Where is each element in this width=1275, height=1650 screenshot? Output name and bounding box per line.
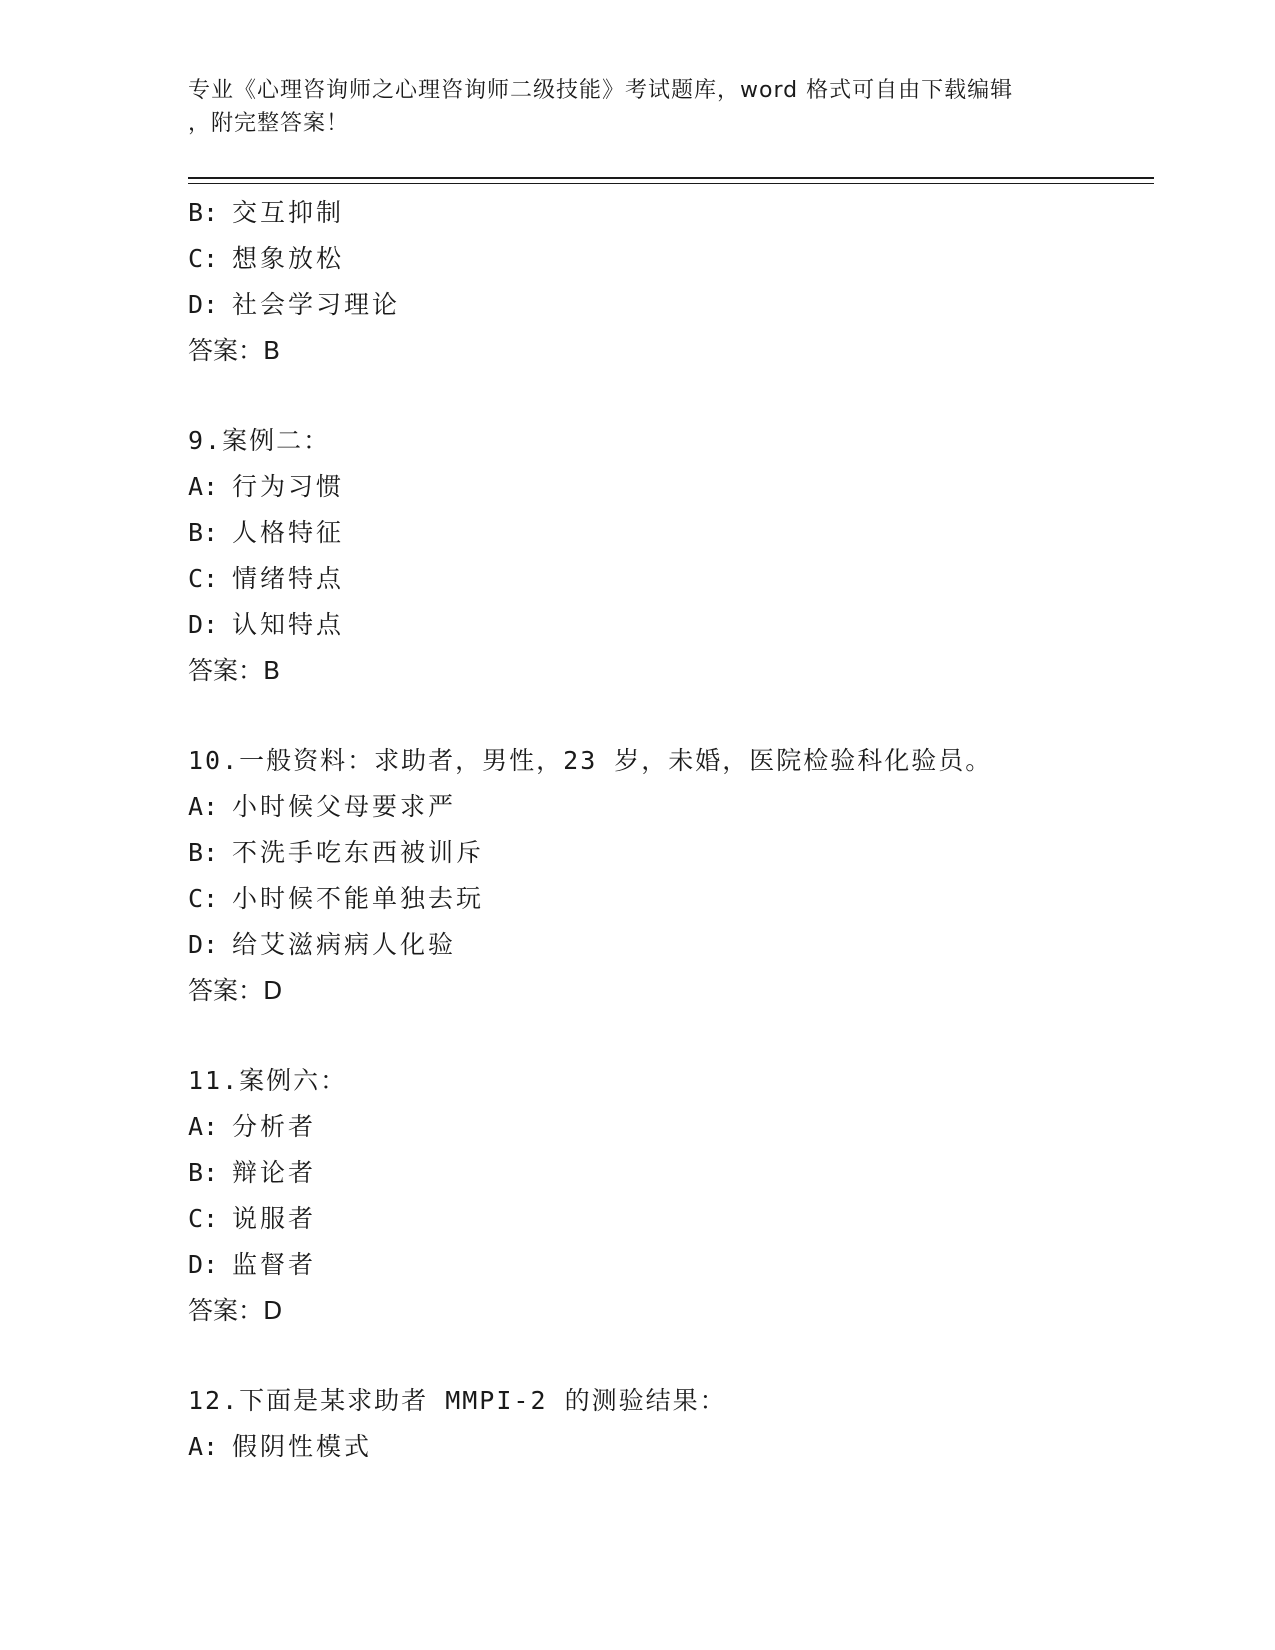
option-text: 认知特点: [232, 610, 345, 639]
option-c: [188, 556, 1148, 602]
question-block: [188, 418, 1148, 694]
option-d: [188, 1242, 1148, 1288]
option-prefix: A:: [188, 472, 219, 501]
option-text: 分析者: [232, 1112, 317, 1141]
question-text: 12.下面是某求助者 MMPI-2 的测验结果：: [188, 1386, 727, 1415]
option-text: 说服者: [232, 1204, 317, 1233]
option-prefix: D:: [188, 610, 219, 639]
header-title-line-2: ，附完整答案！: [188, 111, 350, 136]
option-prefix: C:: [188, 884, 219, 913]
option-text: 给艾滋病病人化验: [232, 930, 457, 959]
option-b: [188, 830, 1148, 876]
header-title-line-1: 专业《心理咨询师之心理咨询师二级技能》考试题库，word 格式可自由下载编辑: [188, 78, 1014, 103]
option-prefix: D:: [188, 1250, 219, 1279]
option-text: 小时候不能单独去玩: [232, 884, 485, 913]
option-c: [188, 1196, 1148, 1242]
option-prefix: B:: [188, 518, 219, 547]
option-d: [188, 282, 1148, 328]
option-b: [188, 190, 1148, 236]
option-a: [188, 1424, 1148, 1470]
option-d: [188, 922, 1148, 968]
answer-line: 答案：D: [188, 976, 283, 1005]
option-a: [188, 464, 1148, 510]
option-prefix: C:: [188, 1204, 219, 1233]
document-header: [188, 74, 1088, 140]
option-a: [188, 784, 1148, 830]
option-b: [188, 510, 1148, 556]
header-divider-thick: [188, 177, 1154, 179]
option-text: 监督者: [232, 1250, 317, 1279]
option-text: 人格特征: [232, 518, 345, 547]
option-prefix: C:: [188, 564, 219, 593]
option-text: 交互抑制: [232, 198, 345, 227]
option-b: [188, 1150, 1148, 1196]
option-prefix: A:: [188, 792, 219, 821]
option-d: [188, 602, 1148, 648]
question-block: [188, 1058, 1148, 1334]
option-text: 不洗手吃东西被训斥: [232, 838, 485, 867]
option-text: 情绪特点: [232, 564, 345, 593]
option-prefix: A:: [188, 1112, 219, 1141]
option-prefix: A:: [188, 1432, 219, 1461]
option-text: 假阴性模式: [232, 1432, 373, 1461]
option-text: 想象放松: [232, 244, 345, 273]
question-text: 9.案例二：: [188, 426, 331, 455]
option-text: 辩论者: [232, 1158, 317, 1187]
answer-line: 答案：B: [188, 656, 281, 685]
question-block: [188, 1378, 1148, 1470]
option-prefix: D:: [188, 290, 219, 319]
option-prefix: B:: [188, 198, 219, 227]
header-divider-thin: [188, 183, 1154, 184]
question-block: [188, 190, 1148, 374]
option-a: [188, 1104, 1148, 1150]
option-prefix: C:: [188, 244, 219, 273]
option-prefix: B:: [188, 838, 219, 867]
question-text: 10.一般资料：求助者，男性，23 岁，未婚，医院检验科化验员。: [188, 746, 993, 775]
question-list: [188, 190, 1148, 1470]
option-prefix: D:: [188, 930, 219, 959]
question-block: [188, 738, 1148, 1014]
option-text: 行为习惯: [232, 472, 345, 501]
option-prefix: B:: [188, 1158, 219, 1187]
option-text: 社会学习理论: [232, 290, 401, 319]
answer-line: 答案：D: [188, 1296, 283, 1325]
option-c: [188, 236, 1148, 282]
answer-line: 答案：B: [188, 336, 281, 365]
option-c: [188, 876, 1148, 922]
question-text: 11.案例六：: [188, 1066, 348, 1095]
option-text: 小时候父母要求严: [232, 792, 457, 821]
